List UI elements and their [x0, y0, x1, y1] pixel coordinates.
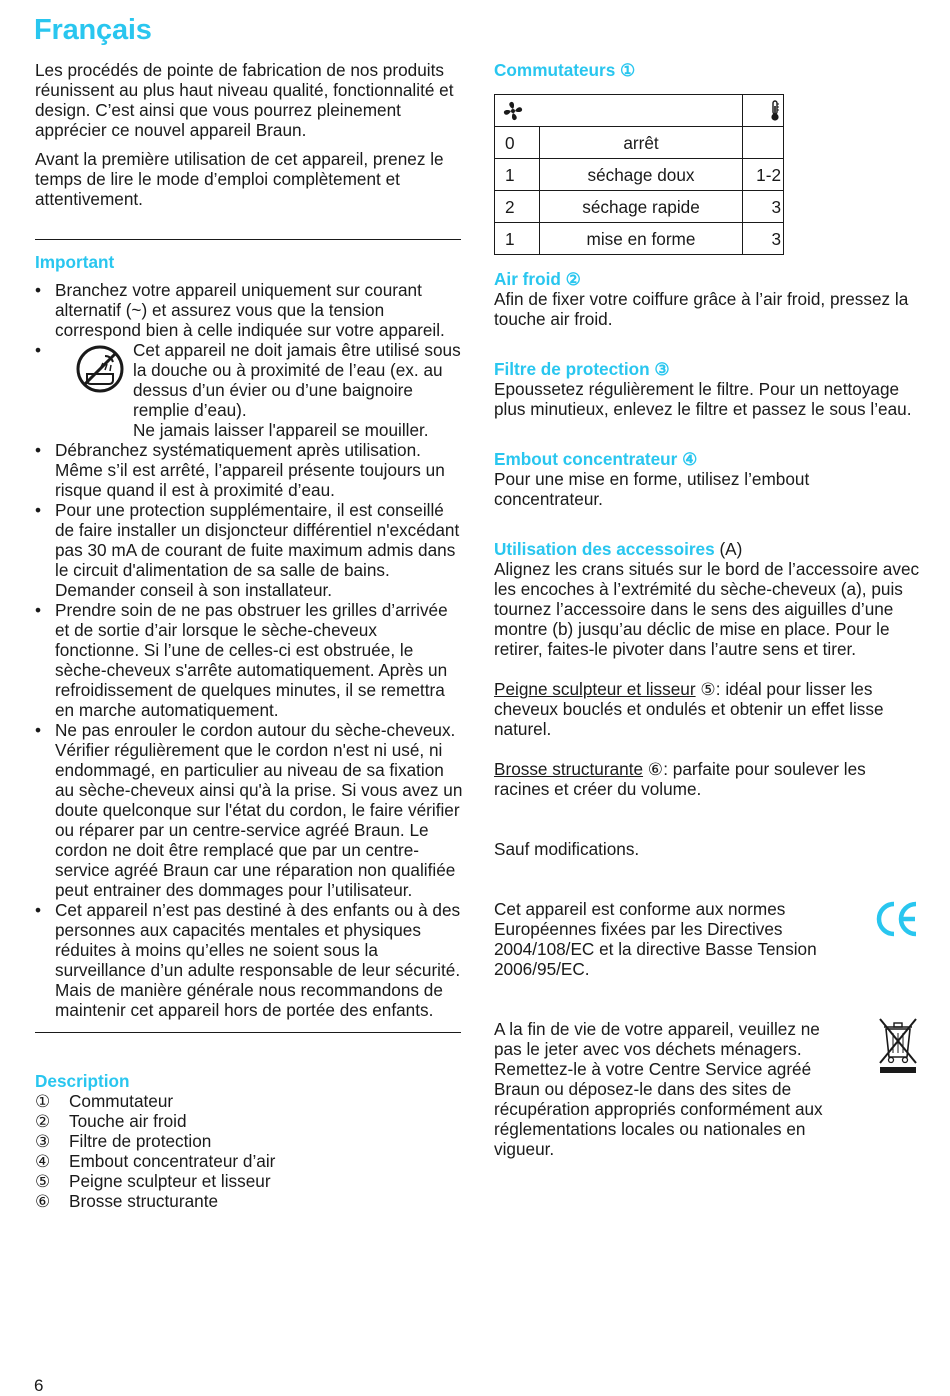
intro-paragraph-1: Les procédés de pointe de fabrication de nos produits réunissent au plus haut niveau qualité, fonctionnalité et design. C’est ainsi que vous pourrez pleinement apprécier ce nouvel appareil Braun. — [35, 60, 454, 140]
important-list — [35, 280, 463, 1020]
fan-icon — [503, 101, 523, 121]
list-item: ② Touche air froid — [35, 1111, 187, 1131]
description-list — [35, 1091, 463, 1211]
accessories-heading: Utilisation des accessoires (A) — [494, 539, 743, 559]
switches-heading: Commutateurs ① — [494, 60, 636, 80]
list-item: • Cet appareil ne doit jamais être utilisé sous la douche ou à proximité de l’eau (ex. au dessus d’un évier ou d’une baignoire remplie d’eau). Ne jamais laisser l'appareil se mouiller. — [35, 340, 461, 440]
switch-table — [494, 94, 784, 255]
cold-air-heading: Air froid ② — [494, 269, 582, 289]
section-divider — [35, 239, 461, 240]
intro-paragraph-2: Avant la première utilisation de cet appareil, prenez le temps de lire le mode d’emploi complètement et attentivement. — [35, 149, 444, 209]
list-item: • Branchez votre appareil uniquement sur courant alternatif (~) et assurez vous que la tension correspond bien à celle indiquée sur votre appareil. — [35, 280, 445, 340]
disposal-text: A la fin de vie de votre appareil, veuillez ne pas le jeter avec vos déchets ménagers. Remettez-le à votre Centre Service agréé Braun ou déposez-le dans des sites de récupération appropriés conformément aux réglementations locales ou nationales en vigueur. — [494, 1019, 823, 1159]
no-water-warning-icon — [75, 344, 125, 394]
list-item: • Ne pas enrouler le cordon autour du sèche-cheveux. Vérifier régulièrement que le cordon n'est ni usé, ni endommagé, en particulier au niveau de sa fixation au sèche-cheveux ainsi qu'à la prise. Si vous avez un doute quelconque sur l'état du cordon, le faire vérifier ou réparer par un centre-service agréé Braun. Le cordon ne doit être remplacé que par un centre-service agréé Braun car une réparation non qualifiée peut entrainer des dommages pour l’utilisateur. — [35, 720, 463, 900]
filter-text: Epoussetez régulièrement le filtre. Pour un nettoyage plus minutieux, enlevez le filtre et passez le sous l’eau. — [494, 379, 912, 419]
accessories-text: Alignez les crans situés sur le bord de l’accessoire avec les encoches à l’extrémité du sèche-cheveux (a), puis tournez l’accessoire dans le sens des aiguilles d’une montre (b) jusqu’au déclic de mise en place. Pour le retirer, faites-le pivoter dans l’autre sens et tirer. — [494, 559, 920, 659]
conformity-block — [494, 899, 922, 979]
table-row: 1 séchage doux 1-2 — [495, 159, 784, 191]
list-item: • Pour une protection supplémentaire, il est conseillé de faire installer un disjoncteur différentiel n'excédant pas 30 mA de courant de fuite maximum admis dans le circuit d'alimentation de sa salle de bains. Demander conseil à son installateur. — [35, 500, 460, 600]
ce-mark-icon — [874, 899, 920, 939]
disposal-block — [494, 1019, 922, 1159]
list-item: ⑤ Peigne sculpteur et lisseur — [35, 1171, 271, 1191]
brush-paragraph: Brosse structurante ⑥: parfaite pour soulever les racines et créer du volume. — [494, 759, 866, 799]
description-heading: Description — [35, 1071, 130, 1091]
filter-heading: Filtre de protection ③ — [494, 359, 670, 379]
list-item: ⑥ Brosse structurante — [35, 1191, 219, 1211]
thermometer-icon — [769, 100, 781, 122]
page-title: Français — [34, 14, 152, 46]
list-item: • Débranchez systématiquement après utilisation. Même s’il est arrêté, l’appareil présente toujours un risque quand il est à proximité d’eau. — [35, 440, 445, 500]
table-row: 1 mise en forme 3 — [495, 223, 784, 255]
list-item: • Prendre soin de ne pas obstruer les grilles d’arrivée et de sortie d’air lorsque le sèche-cheveux fonctionne. Si l’une de celles-ci est obstruée, le sèche-cheveux s'arrête automatiquement. Après un refroidissement de quelques minutes, il se remettra en marche automatiquement. — [35, 600, 448, 720]
important-heading: Important — [35, 252, 115, 272]
nozzle-text: Pour une mise en forme, utilisez l’embout concentrateur. — [494, 469, 810, 509]
conformity-text: Cet appareil est conforme aux normes Européennes fixées par les Directives 2004/108/EC et la directive Basse Tension 2006/95/EC. — [494, 899, 817, 979]
nozzle-heading: Embout concentrateur ④ — [494, 449, 698, 469]
list-item: • Cet appareil n’est pas destiné à des enfants ou à des personnes aux capacités mentales et physiques réduites à moins qu’elles ne soient sous la surveillance d’un adulte responsable de leur sécurité. Mais de manière générale nous recommandons de maintenir cet appareil hors de portée des enfants. — [35, 900, 461, 1020]
section-divider — [35, 1032, 461, 1033]
page-number: 6 — [34, 1376, 44, 1395]
comb-paragraph: Peigne sculpteur et lisseur ⑤: idéal pour lisser les cheveux bouclés et ondulés et obtenir un effet lisse naturel. — [494, 679, 884, 739]
modifications-note: Sauf modifications. — [494, 839, 640, 859]
right-column — [494, 60, 922, 1159]
cold-air-text: Afin de fixer votre coiffure grâce à l’air froid, pressez la touche air froid. — [494, 289, 909, 329]
table-header-row — [495, 95, 784, 127]
weee-bin-icon — [876, 1015, 920, 1075]
table-row: 2 séchage rapide 3 — [495, 191, 784, 223]
list-item: ④ Embout concentrateur d’air — [35, 1151, 276, 1171]
table-row: 0 arrêt — [495, 127, 784, 159]
list-item: ① Commutateur — [35, 1091, 174, 1111]
left-column — [35, 60, 463, 1211]
list-item: ③ Filtre de protection — [35, 1131, 212, 1151]
